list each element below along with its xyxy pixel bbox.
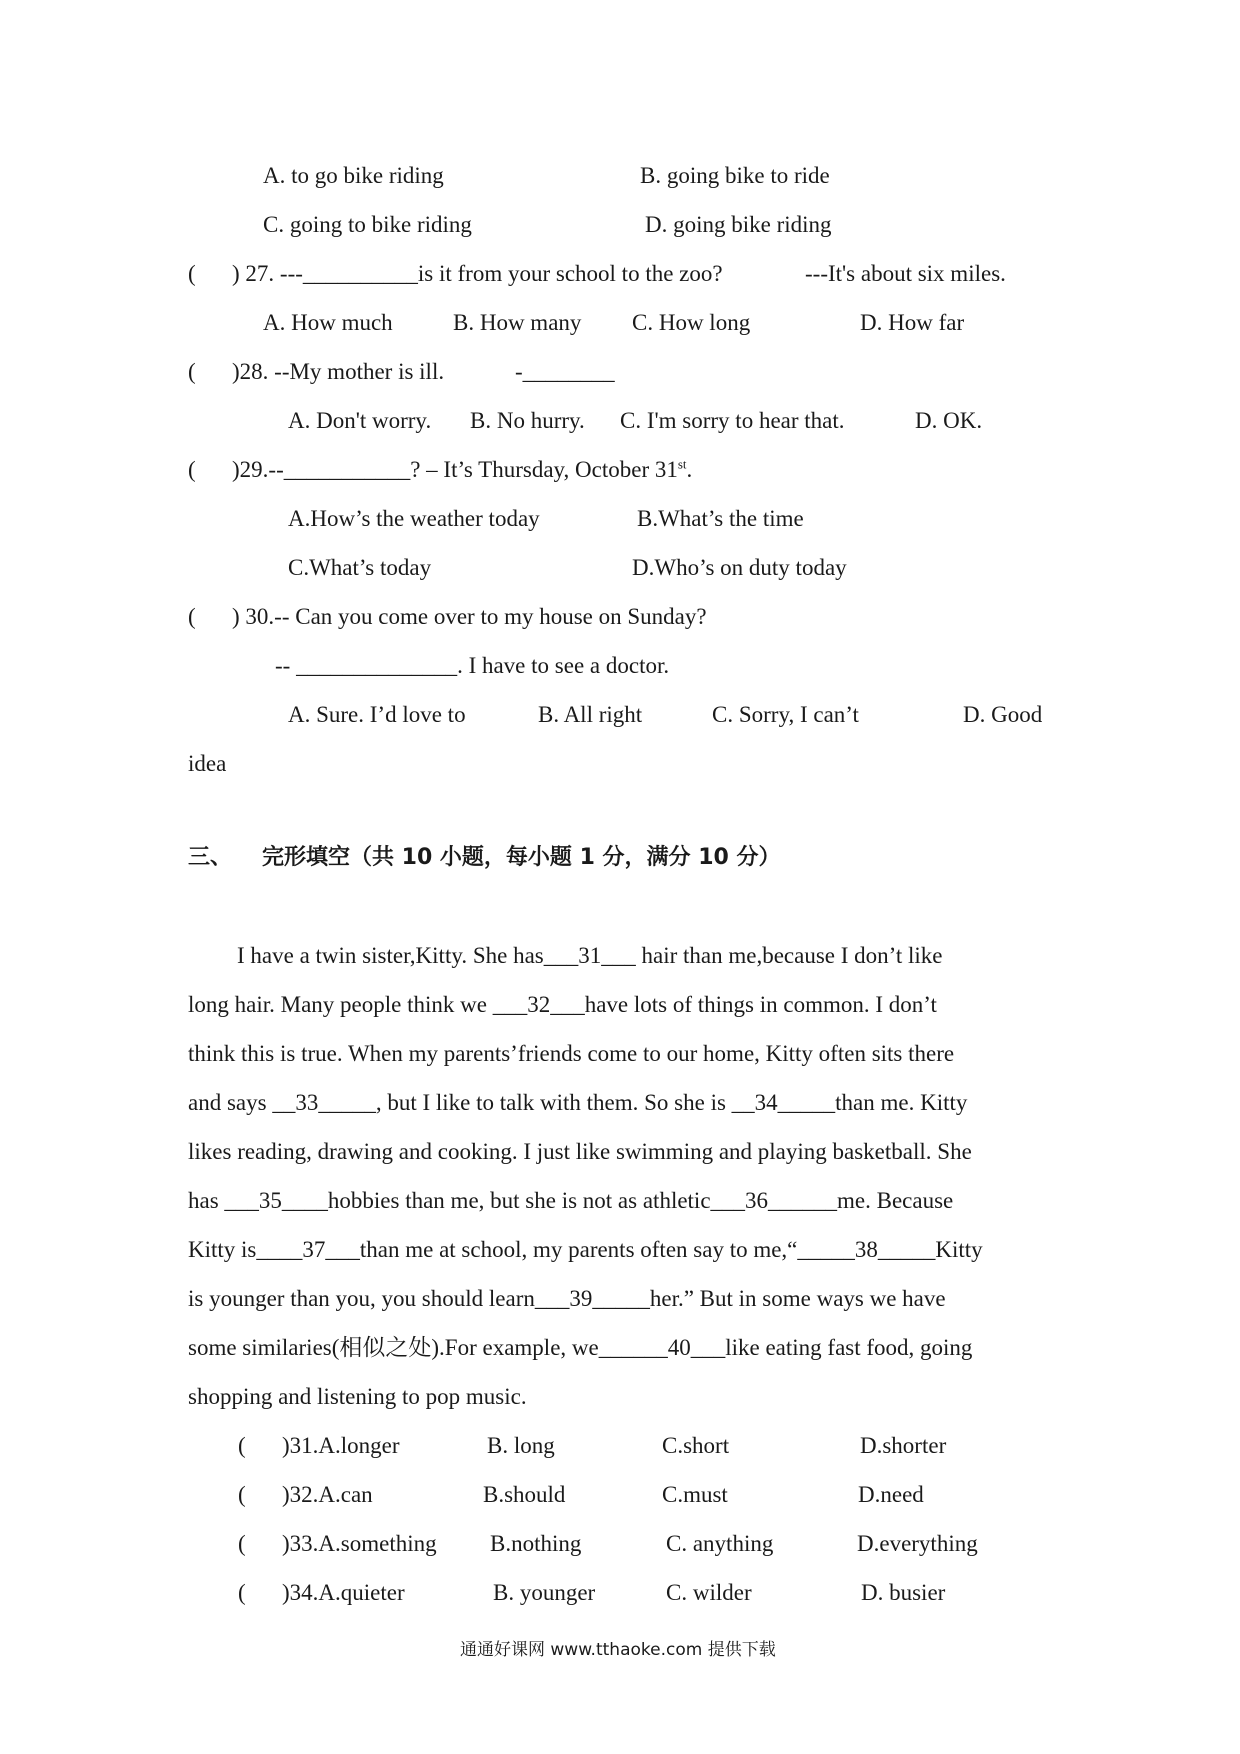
q30-option-d-cont: idea xyxy=(188,751,227,776)
cloze-option-c: C.short xyxy=(662,1433,730,1458)
q29-stem-sup: st xyxy=(677,456,687,472)
q27-option-d: D. How far xyxy=(860,310,965,335)
q26-option-a: A. to go bike riding xyxy=(263,163,444,188)
q28-option-a: A. Don't worry. xyxy=(288,408,432,433)
passage-line: think this is true. When my parents’friends come to our home, Kitty often sits there xyxy=(188,1041,955,1066)
cloze-option-d: D.everything xyxy=(857,1531,978,1556)
cloze-paren: ( xyxy=(238,1580,246,1605)
q28-stem: )28. --My mother is ill. xyxy=(232,359,445,384)
passage-line: likes reading, drawing and cooking. I just like swimming and playing basketball. She xyxy=(188,1139,972,1164)
q29-option-d: D.Who’s on duty today xyxy=(632,555,847,580)
q29-stem-end: . xyxy=(686,457,693,482)
cloze-option-a: )32.A.can xyxy=(282,1482,373,1507)
q27-option-b: B. How many xyxy=(453,310,582,335)
passage-line: is younger than you, you should learn___39_____her.” But in some ways we have xyxy=(188,1286,946,1311)
cloze-option-a: )31.A.longer xyxy=(282,1433,400,1458)
page-footer: 通通好课网 www.tthaoke.com 提供下载 xyxy=(460,1640,776,1660)
q29-stem-text: )29.--___________? – It’s Thursday, October 31 xyxy=(232,457,678,482)
q29-option-c: C.What’s today xyxy=(288,555,432,580)
q29-paren: ( xyxy=(188,457,196,482)
cloze-option-d: D. busier xyxy=(861,1580,946,1605)
cloze-option-b: B. long xyxy=(487,1433,555,1458)
section-number: 三、 xyxy=(188,845,233,870)
cloze-option-a: )33.A.something xyxy=(282,1531,437,1556)
q26-option-c: C. going to bike riding xyxy=(263,212,472,237)
q30-option-d: D. Good xyxy=(963,702,1043,727)
cloze-option-c: C.must xyxy=(662,1482,728,1507)
passage-line: I have a twin sister,Kitty. She has___31___ hair than me,because I don’t like xyxy=(237,943,943,968)
q29-option-a: A.How’s the weather today xyxy=(288,506,540,531)
q29-stem xyxy=(232,458,692,481)
q28-reply: -________ xyxy=(515,359,615,384)
q27-option-a: A. How much xyxy=(263,310,393,335)
q27-answer: ---It's about six miles. xyxy=(805,261,1006,286)
q26-option-b: B. going bike to ride xyxy=(640,163,830,188)
q27-paren: ( xyxy=(188,261,196,286)
cloze-option-c: C. anything xyxy=(666,1531,774,1556)
passage-line: long hair. Many people think we ___32___have lots of things in common. I don’t xyxy=(188,992,937,1017)
q28-paren: ( xyxy=(188,359,196,384)
q30-option-a: A. Sure. I’d love to xyxy=(288,702,466,727)
q27-stem: ) 27. ---__________is it from your school to the zoo? xyxy=(232,261,723,286)
q30-reply: -- ______________. I have to see a doctor. xyxy=(275,653,670,678)
q27-option-c: C. How long xyxy=(632,310,751,335)
cloze-option-c: C. wilder xyxy=(666,1580,752,1605)
q30-paren: ( xyxy=(188,604,196,629)
cloze-option-d: D.shorter xyxy=(860,1433,947,1458)
passage-line: shopping and listening to pop music. xyxy=(188,1384,527,1409)
cloze-option-b: B. younger xyxy=(493,1580,596,1605)
q30-option-b: B. All right xyxy=(538,702,643,727)
q29-option-b: B.What’s the time xyxy=(637,506,804,531)
passage-line: some similaries(相似之处).For example, we______40___like eating fast food, going xyxy=(188,1335,973,1360)
cloze-paren: ( xyxy=(238,1433,246,1458)
q28-option-d: D. OK. xyxy=(915,408,983,433)
q30-stem: ) 30.-- Can you come over to my house on Sunday? xyxy=(232,604,707,629)
q28-option-c: C. I'm sorry to hear that. xyxy=(620,408,845,433)
q28-option-b: B. No hurry. xyxy=(470,408,585,433)
section-title: 完形填空（共 10 小题，每小题 1 分，满分 10 分） xyxy=(262,845,781,870)
passage-line: and says __33_____, but I like to talk with them. So she is __34_____than me. Kitty xyxy=(188,1090,968,1115)
cloze-option-b: B.should xyxy=(483,1482,566,1507)
passage-line: has ___35____hobbies than me, but she is not as athletic___36______me. Because xyxy=(188,1188,954,1213)
cloze-option-d: D.need xyxy=(858,1482,924,1507)
passage-line: Kitty is____37___than me at school, my parents often say to me,“_____38_____Kitty xyxy=(188,1237,983,1262)
cloze-paren: ( xyxy=(238,1531,246,1556)
cloze-option-b: B.nothing xyxy=(490,1531,582,1556)
cloze-paren: ( xyxy=(238,1482,246,1507)
q30-option-c: C. Sorry, I can’t xyxy=(712,702,859,727)
q26-option-d: D. going bike riding xyxy=(645,212,832,237)
cloze-option-a: )34.A.quieter xyxy=(282,1580,405,1605)
